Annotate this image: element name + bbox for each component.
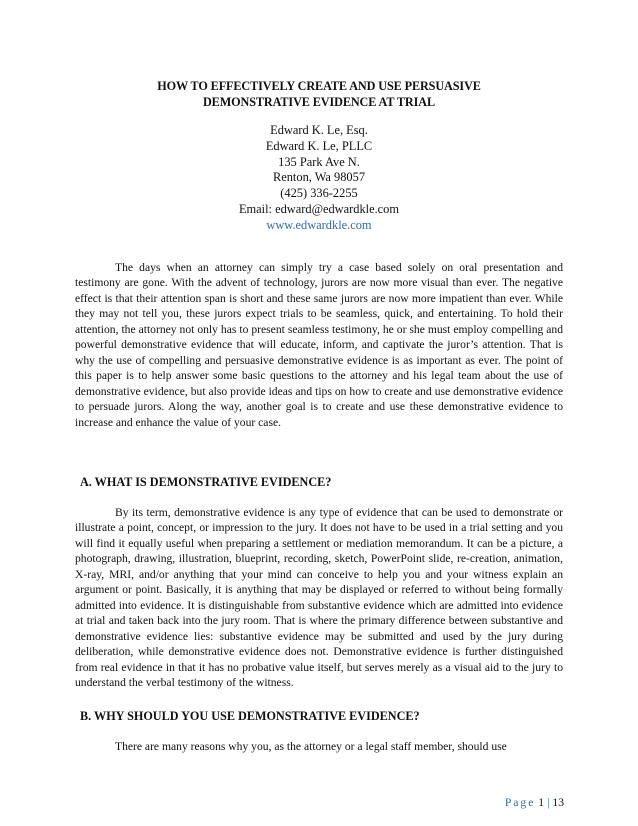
author-street: 135 Park Ave N.: [278, 154, 360, 169]
document-title: [0, 78, 638, 110]
section-b-paragraph: There are many reasons why you, as the attorney or a legal staff member, should use: [115, 740, 507, 753]
section-a-paragraph: By its term, demonstrative evidence is any type of evidence that can be used to demonstrate or illustrate a point, concept, or impression to the jury. It does not have to be used in a trial setting and you will find it equally useful when preparing a settlement or mediation memorandum. It can be a picture, a photograph, drawing, illustration, blueprint, recording, sketch, PowerPoint slide, re-creation, animation, X-ray, MRI, and/or anything that your mind can conceive to help you and your witness explain an argument or point. Basically, it is anything that may be displayed or referred to without being formally admitted into evidence. It is distinguishable from substantive evidence which are admitted into evidence at trial and taken back into the jury room. That is where the primary difference between substantive and demonstrative evidence lies: substantive evidence may be submitted and used by the jury during deliberation, while demonstrative evidence does not. Demonstrative evidence is further distinguished from real evidence in that it has no probative value itself, but serves merely as a visual aid to the jury to understand the verbal testimony of the witness.: [75, 506, 563, 689]
title-line-1: HOW TO EFFECTIVELY CREATE AND USE PERSUASIVE: [157, 79, 481, 93]
page-footer: [505, 795, 564, 810]
author-city: Renton, Wa 98057: [272, 170, 366, 185]
author-email: Email: edward@edwardkle.com: [238, 201, 400, 216]
author-contact-block: [0, 123, 638, 234]
intro-paragraph: The days when an attorney can simply try a case based solely on oral presentation and testimony are gone. With the advent of technology, jurors are now more visual than ever. The negative effect is that their attention span is short and these same jurors are now more impatient than ever. While they may not tell you, these jurors expect trials to be seamless, quick, and entertaining. To hold their attention, the attorney not only has to present seamless testimony, he or she must employ compelling and powerful demonstrative evidence that will educate, inform, and captivate the juror’s attention. That is why the use of compelling and persuasive demonstrative evidence is as important as ever. The point of this paper is to help answer some basic questions to the attorney and his legal team about the use of demonstrative evidence, but also provide ideas and tips on how to create and use demonstrative evidence to persuade jurors. Along the way, another goal is to create and use these demonstrative evidence to increase and enhance the value of your case.: [75, 261, 563, 429]
title-line-2: DEMONSTRATIVE EVIDENCE AT TRIAL: [202, 95, 435, 109]
footer-current-page: 1: [538, 796, 545, 809]
author-phone: (425) 336-2255: [280, 186, 358, 201]
author-name: Edward K. Le, Esq.: [270, 123, 368, 137]
author-website-link[interactable]: www.edwardkle.com: [266, 217, 372, 232]
footer-separator: |: [547, 796, 550, 809]
footer-total-pages: 13: [552, 796, 564, 809]
section-b-heading: B. WHY SHOULD YOU USE DEMONSTRATIVE EVIDENCE?: [80, 709, 420, 723]
author-firm: Edward K. Le, PLLC: [265, 138, 373, 153]
footer-divider: [75, 792, 563, 793]
footer-page-word: Page: [504, 796, 536, 809]
section-a-heading: A. WHAT IS DEMONSTRATIVE EVIDENCE?: [80, 475, 332, 489]
